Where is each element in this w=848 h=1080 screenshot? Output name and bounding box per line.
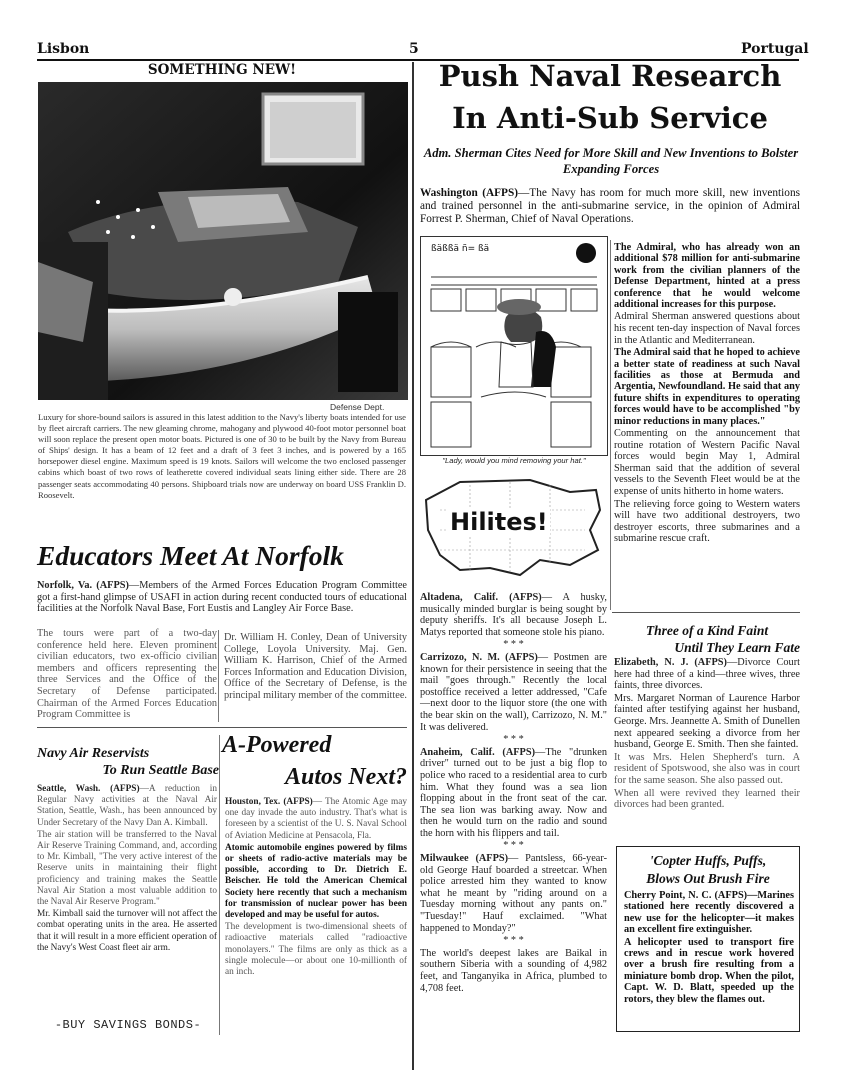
carrizozo-text: — Postmen are known for their persistence in seeing that the mail "goes through." Recently the local postoffice received a letter addressed, "Cafe—next door to the liquor store (the one with the bear skin on the wall), Carrizozo, N. M." It was delivered. [420,651,607,733]
a-powered-body-2: The development is two-dimensional sheets of radioactive materials called "radioactive monolayers." The films are only as thick as a single molecule—or about one 10-millionth of an inch. [225,922,407,978]
page-number: 5 [409,41,419,57]
anaheim-text: —The "drunken driver" turned out to be just a big flop to police who raced to a residential area to curb him. What they found was a sea lion flopping about in the front seat of the car. The sea lion was barking away. Now and then he would turn on the radio and sound the horn with his flippers and tail. [420,746,608,839]
copter-body [624,890,794,1006]
push-naval-body-2: Commenting on the announcement that routine rotation of Western Pacific Naval forces would begin May 1, Admiral Sherman said that the addition of several vessels to the Seventh Fleet would be at the expense of units hitherto in home waters. [614,428,800,498]
push-naval-body-3: The relieving force going to Western waters will have two additional destroyers, two destroyer escorts, three submarines and a submarine rescue craft. [614,498,800,545]
a-powered-body-1: — The Atomic Age may one day invade the auto industry. That's what is foreseen by a scientist of the U. S. Naval School of Aviation Medicine at Pensacola, Fla. [225,797,407,841]
push-naval-dateline: Washington (AFPS) [420,187,518,199]
push-naval-subhead: Adm. Sherman Cites Need for More Skill and New Inventions to Bolster Expanding Forces [423,146,799,176]
push-naval-lead-text: —The Navy has room for much more skill, new inventions and trained personnel in the anti-submarine service, in the opinion of Admiral Forrest P. Sherman, Chief of Naval Operations. [420,187,801,225]
educators-lead [37,580,407,615]
photo-title: SOMETHING NEW! [147,62,297,78]
boat-photo [38,82,408,400]
milwaukee-text: — Pantsless, 66-year-old George Hauf boarded a streetcar. When police arrested him they wanted to know what he meant by "riding around on a Tuesday morning without any pants on." "Tuesday!" Hauf exclaimed. "What happened to Monday?" [420,853,607,934]
push-naval-bottom-rule [612,612,800,613]
hilites-logo [420,470,606,585]
copter-headline-1: 'Copter Huffs, Puffs, [649,853,767,868]
cartoon-image [420,236,608,456]
push-naval-bold-2: The Admiral said that he hoped to achieve a better state of readiness at such Naval facilities as those at Bermuda and Argentia, Newfoundland. He said that any future shifts in expenditures to operating forces would have to be accomplished "by minor reductions in many places." [614,347,800,427]
three-kind-body-3: It was Mrs. Helen Shepherd's turn. A resident of Spotswood, she also was in court for the same season. She also passed out. [614,751,800,786]
push-naval-lead [420,187,800,225]
photo-credit: Defense Dept. [330,402,385,412]
three-kind-body-2: Mrs. Margaret Norman of Laurence Harbor fainted after testifying against her husband, George. Mrs. Jeannette A. Smith of Dunellen next appeared seeking a divorce from her husband, George E. Smith. Then she fainted. [614,692,800,751]
navy-air-body-1: —A reduction in Regular Navy activities at the Naval Air Station, Seattle, Wash., has been announced by Under Secretary of the Navy Dan A. Kimball. [37,784,217,828]
header-right: Portugal [741,41,809,57]
savings-bonds-footer: -BUY SAVINGS BONDS- [54,1018,202,1032]
stars-2: * * * [503,734,524,746]
push-naval-bold-1: The Admiral, who has already won an additional $78 million for anti-submarine work from the civilian planners of the Defense Department, hinted at a press conference that he would welcome additional increases for this purpose. [614,242,800,311]
push-naval-body-1: Admiral Sherman answered questions about his recent ten-day inspection of Naval forces in the Atlantic and Mediterranean. [614,311,800,346]
photo-caption: Luxury for shore-bound sailors is assured in this latest addition to the Navy's liberty boats intended for use by fleet aircraft carriers. The new gleaming chrome, mahogany and plywood 40-foot motor personnel boat will soon replace the present open motor boats. Pictured is one of 30 to be built by the Navy from Bureau of Ships' design. It has a beam of 12 feet and a draft of 3 feet 3 inches, and is powered by a 165 horsepower diesel engine. Maximum speed is 19 knots. Sailors will welcome the two enclosed passenger cabins which boast of two rows of leatherette covered individual seats lining either side. There are 28 passenger seats accommodating 40 persons. Shipboard trials now are underway on board USS Franklin D. Roosevelt. [38,412,406,500]
three-kind-headline-1: Three of a Kind Faint [645,623,769,638]
copter-headline-2: Blows Out Brush Fire [646,871,770,886]
three-kind-body-1: —Divorce Court here had three of a kind—three wives, three faints, three divorces. [614,657,800,692]
a-powered-dateline: Houston, Tex. (AFPS) [225,797,313,807]
stars-1: * * * [503,639,524,651]
hilites-column [420,592,607,995]
educators-col2: Dr. William H. Conley, Dean of University College, Loyola University. Maj. Gen. William K. Harrison, Chief of the Armed Forces Information and Education Division, Office of the Secretary of Defense, is the principal military member of the committee. [224,632,407,701]
educators-lead-text: —Members of the Armed Forces Education Program Committee got a first-hand glimpse of USAFI in action during recent conducted tours of educational facilities at the Norfolk Naval Base, Fort Eustis and Langley Air Force Base. [37,580,407,615]
a-powered-headline-1: A-Powered [222,732,332,758]
navy-air-dateline: Seattle, Wash. (AFPS) [37,784,140,794]
cartoon-caption: "Lady, would you mind removing your hat." [442,456,586,465]
anaheim-dateline: Anaheim, Calif. (AFPS) [420,746,536,758]
copter-body-1: —Marines stationed here recently discovered a new use for the helicopter—it makes an excellent fire extinguisher. [624,890,794,936]
three-kind-body-4: When all were revived they learned their divorces had been granted. [614,787,800,811]
three-kind-headline-2: Until They Learn Fate [674,640,800,655]
header-left: Lisbon [37,41,90,57]
navy-air-headline-2: To Run Seattle Base [102,763,219,778]
three-kind-dateline: Elizabeth, N. J. (AFPS) [614,657,727,668]
push-naval-headline-1: Push Naval Research [438,59,782,93]
altadena-text: — A husky, musically minded burglar is being sought by deputy sheriffs. It's all because Joseph L. Matys reported that someone stole his piano. [420,592,607,638]
lower-left-divider [219,735,220,1035]
educators-col1: The tours were part of a two-day conference held here. Eleven prominent civilian educators, two ex-officio civilian members and officers representing the three Services and the Office of the Secretary of Defense participated. Chairman of the Armed Forces Education Program Committee is [37,628,217,721]
stars-4: * * * [503,935,524,947]
navy-air-headline-1: Navy Air Reservists [37,746,150,761]
educators-headline: Educators Meet At Norfolk [37,540,344,571]
carrizozo-dateline: Carrizozo, N. M. (AFPS) [420,651,538,663]
push-naval-divider [610,240,611,610]
navy-air-body-3: Mr. Kimball said the turnover will not affect the combat operating units in the area. He asserted that it will result in a more efficient operation of the Navy's West Coast fleet air arm. [37,909,217,953]
column-divider [412,62,414,1070]
navy-air-body [37,784,217,955]
push-naval-body [614,242,800,546]
educators-dateline: Norfolk, Va. (AFPS) [37,580,129,591]
educators-divider [218,630,219,722]
push-naval-headline-2: In Anti-Sub Service [452,101,768,135]
a-powered-headline-2: Autos Next? [284,764,407,790]
svg-text:ßäßßä ñ= ßä: ßäßßä ñ= ßä [431,244,490,254]
hilites-logo-text: Hilites! [450,508,548,536]
altadena-dateline: Altadena, Calif. (AFPS) [420,592,542,603]
copter-dateline: Cherry Point, N. C. (AFPS) [624,890,748,901]
navy-air-body-2: The air station will be transferred to the Naval Air Reserve Training Command, and, according to Mr. Kimball, "The very active interest of the Reserve units in maintaining their flight proficiency and training makes the Seattle Naval Air Station a most valuable addition to the Naval Air Reserve Program." [37,829,217,908]
lakes-text: The world's deepest lakes are Baikal in southern Siberia with a sounding of 4,982 feet, and Tanganyika in Africa, plumbed to 4,708 feet. [420,947,607,994]
stars-3: * * * [503,840,524,852]
a-powered-body-bold: Atomic automobile engines powered by films or sheets of radio-active materials may be possible, according to Dr. Dietrich E. Beischer. He told the American Chemical Society here recently that such a mechanism for transmission of nuclear power has been developed and may be useful for autos. [225,842,407,921]
a-powered-body [225,797,407,979]
three-kind-body [614,657,800,812]
educators-bottom-rule [37,727,407,728]
copter-body-2: A helicopter used to transport fire crews and in rescue work hovered over a brush fire resulting from a miniature bomb drop. When the pilot, Capt. W. D. Blatt, speeded up the rotors, they blew the flames out. [624,936,794,1005]
milwaukee-dateline: Milwaukee (AFPS) [420,853,509,865]
